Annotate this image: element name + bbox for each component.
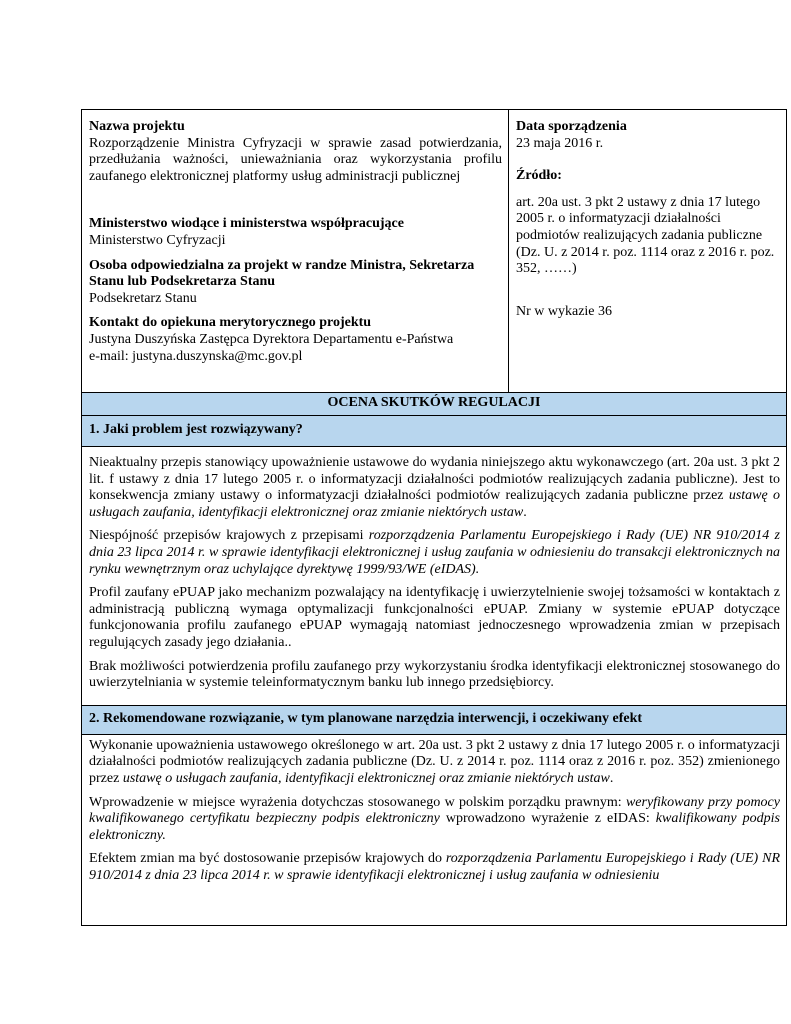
assessment-title: OCENA SKUTKÓW REGULACJI	[82, 393, 786, 416]
section-2-paragraph-2: Wprowadzenie w miejsce wyrażenia dotychczas stosowanego w polskim porządku prawnym: weryfikowany przy pomocy kwalifikowanego certyfikatu bezpieczny podpis elektroniczny wprowadzono wyrażenie z eIDAS: kwalifikowany podpis elektroniczny.	[89, 794, 780, 843]
project-name: Rozporządzenie Ministra Cyfryzacji w sprawie zasad potwierdzania, przedłużania ważności, unieważniania oraz wykorzystania profilu zaufanego elektronicznej platformy usług administracji publicznej	[89, 135, 502, 184]
regulatory-impact-table	[81, 109, 787, 926]
responsible-person-value: Podsekretarz Stanu	[89, 290, 197, 306]
header-row	[82, 110, 786, 393]
date-source-cell	[509, 110, 786, 392]
section-1-body	[82, 447, 786, 706]
section-2-paragraph-1: Wykonanie upoważnienia ustawowego określonego w art. 20a ust. 3 pkt 2 ustawy z dnia 17 lutego 2005 r. o informatyzacji działalności podmiotów realizujących zadania publiczne (Dz. U. z 2014 r. poz. 1114 oraz z 2016 r. poz. 352) zmienionego przez ustawę o usługach zaufania, identyfikacji elektronicznej oraz zmianie niektórych ustaw.	[89, 737, 780, 786]
section-1-paragraph-2: Niespójność przepisów krajowych z przepisami rozporządzenia Parlamentu Europejskiego i Rady (UE) NR 910/2014 z dnia 23 lipca 2014 r. w sprawie identyfikacji elektronicznej i usług zaufania w odniesieniu do transakcji elektronicznych na rynku wewnętrznym oraz uchylające dyrektywę 1999/93/WE (eIDAS).	[89, 528, 780, 577]
section-1-paragraph-4: Brak możliwości potwierdzenia profilu zaufanego przy wykorzystaniu środka identyfikacji elektronicznej stosowanego do uwierzytelniania w systemie teleinformatycznym banku lub innego przedsiębiorcy.	[89, 658, 780, 691]
responsible-person-label: Osoba odpowiedzialna za projekt w randze Ministra, Sekretarza Stanu lub Podsekretarza Stanu	[89, 257, 475, 290]
source-label: Źródło:	[516, 168, 562, 184]
project-name-label: Nazwa projektu	[89, 119, 185, 134]
list-number: Nr w wykazie 36	[516, 303, 613, 319]
contact-label: Kontakt do opiekuna merytorycznego projektu	[89, 315, 372, 331]
contact-person: Justyna Duszyńska Zastępca Dyrektora Departamentu e-Państwa	[89, 331, 454, 347]
section-1-heading: 1. Jaki problem jest rozwiązywany?	[82, 416, 786, 447]
date-label: Data sporządzenia	[516, 119, 627, 134]
section-2-paragraph-3: Efektem zmian ma być dostosowanie przepisów krajowych do rozporządzenia Parlamentu Europejskiego i Rady (UE) NR 910/2014 z dnia 23 lipca 2014 r. w sprawie identyfikacji elektronicznej i usług zaufania w odniesieniu	[89, 851, 780, 883]
source-value: art. 20a ust. 3 pkt 2 ustawy z dnia 17 lutego 2005 r. o informatyzacji działalności podmiotów realizujących zadania publiczne (Dz. U. z 2014 r. poz. 1114 oraz z 2016 r. poz. 352, ……)	[516, 194, 775, 277]
section-2-heading: 2. Rekomendowane rozwiązanie, w tym planowane narzędzia interwencji, i oczekiwany efekt	[82, 706, 786, 735]
section-1-paragraph-3: Profil zaufany ePUAP jako mechanizm pozwalający na identyfikację i uwierzytelnienie swojej tożsamości w kontaktach z administracją publiczną wymaga optymalizacji funkcjonalności ePUAP. Zmiany w systemie ePUAP dotyczące funkcjonowania profilu zaufanego ePUAP wymagają natomiast jednoczesnego wprowadzenia zmian w przepisach regulujących zasady jego działania..	[89, 585, 780, 650]
date-value: 23 maja 2016 r.	[516, 135, 604, 151]
section-2-body	[82, 735, 786, 898]
ministry-label: Ministerstwo wiodące i ministerstwa współpracujące	[89, 216, 404, 232]
section-1-paragraph-1: Nieaktualny przepis stanowiący upoważnienie ustawowe do wydania niniejszego aktu wykonawczego (art. 20a ust. 3 pkt 2 lit. f ustawy z dnia 17 lutego 2005 r. o informatyzacji działalności podmiotów realizujących zadania publiczne). Jest to konsekwencja zmiany ustawy o informatyzacji działalności podmiotów realizujących zadania publiczne przez ustawę o usługach zaufania, identyfikacji elektronicznej oraz zmianie niektórych ustaw.	[89, 455, 781, 520]
contact-email: e-mail: justyna.duszynska@mc.gov.pl	[89, 348, 303, 364]
ministry-value: Ministerstwo Cyfryzacji	[89, 232, 226, 248]
project-info-cell	[82, 110, 509, 392]
